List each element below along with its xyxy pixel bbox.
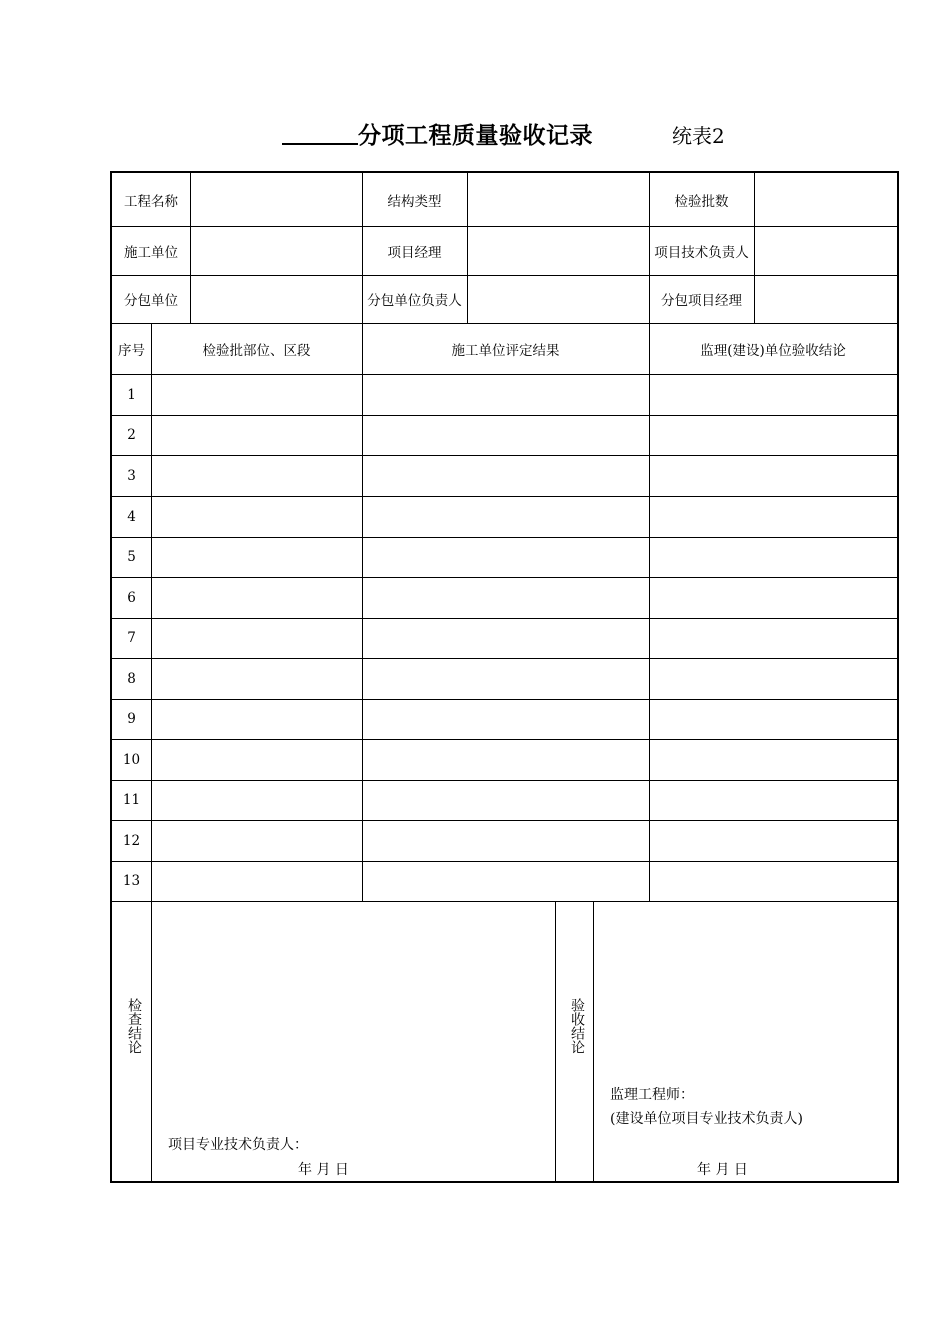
column-header-2: 检验批部位、区段 xyxy=(202,342,311,359)
info-value-r1-c2[interactable] xyxy=(467,173,649,226)
info-label-r3-c3: 分包项目经理 xyxy=(661,293,742,309)
row-supervisor-conclusion-cell[interactable] xyxy=(649,618,897,658)
check-conclusion-label xyxy=(121,998,141,1063)
row-contractor-result-cell[interactable] xyxy=(362,374,649,415)
row-number: 12 xyxy=(122,832,141,849)
col-line-result xyxy=(649,323,650,901)
info-value-r3-c2[interactable] xyxy=(467,275,649,323)
row-location-cell[interactable] xyxy=(151,618,362,658)
row-location-cell[interactable] xyxy=(151,861,362,901)
row-supervisor-conclusion-cell[interactable] xyxy=(649,699,897,739)
row-location-cell[interactable] xyxy=(151,455,362,496)
row-contractor-result-cell[interactable] xyxy=(362,658,649,699)
column-header-4: 监理(建设)单位验收结论 xyxy=(700,342,846,359)
row-number: 6 xyxy=(127,589,136,606)
row-number: 9 xyxy=(127,711,136,727)
row-supervisor-conclusion-cell[interactable] xyxy=(649,415,897,455)
row-contractor-result-cell[interactable] xyxy=(362,739,649,780)
column-header-1: 序号 xyxy=(118,342,145,359)
row-supervisor-conclusion-cell[interactable] xyxy=(649,658,897,699)
check-conclusion-text[interactable] xyxy=(151,901,555,1130)
row-number: 1 xyxy=(127,386,136,403)
conclusion-divider xyxy=(555,901,556,1182)
row-contractor-result-cell[interactable] xyxy=(362,577,649,618)
info-label-r2-c3: 项目技术负责人 xyxy=(654,244,749,261)
row-contractor-result-cell[interactable] xyxy=(362,455,649,496)
info-label-r1-c1: 工程名称 xyxy=(124,193,178,210)
row-location-cell[interactable] xyxy=(151,739,362,780)
row-number: 11 xyxy=(122,792,141,808)
col-line-location xyxy=(362,323,363,901)
row-location-cell[interactable] xyxy=(151,780,362,820)
accept-signer-label-2: (建设单位项目专业技术负责人) xyxy=(610,1111,803,1127)
inspection-record-form xyxy=(110,171,899,1183)
row-contractor-result-cell[interactable] xyxy=(362,415,649,455)
row-supervisor-conclusion-cell[interactable] xyxy=(649,374,897,415)
row-supervisor-conclusion-cell[interactable] xyxy=(649,496,897,537)
info-value-r2-c1[interactable] xyxy=(190,226,362,275)
row-number: 8 xyxy=(127,670,136,687)
row-contractor-result-cell[interactable] xyxy=(362,861,649,901)
row-location-cell[interactable] xyxy=(151,496,362,537)
check-date: 年 月 日 xyxy=(298,1162,349,1178)
row-number: 3 xyxy=(127,467,136,484)
info-value-r2-c3[interactable] xyxy=(754,226,897,275)
info-label-r3-c2: 分包单位负责人 xyxy=(367,293,462,309)
info-value-r2-c2[interactable] xyxy=(467,226,649,275)
row-number: 4 xyxy=(127,508,136,525)
check-signer-label: 项目专业技术负责人： xyxy=(168,1137,308,1153)
column-header-3: 施工单位评定结果 xyxy=(451,342,560,359)
accept-date: 年 月 日 xyxy=(697,1162,748,1178)
info-value-r1-c3[interactable] xyxy=(754,173,897,226)
row-number: 5 xyxy=(127,549,136,565)
info-value-r3-c3[interactable] xyxy=(754,275,897,323)
row-location-cell[interactable] xyxy=(151,820,362,861)
page-title: 分项工程质量验收记录 xyxy=(358,123,593,149)
row-supervisor-conclusion-cell[interactable] xyxy=(649,739,897,780)
row-location-cell[interactable] xyxy=(151,577,362,618)
table-number: 统表2 xyxy=(672,124,725,148)
accept-conclusion-text[interactable] xyxy=(593,901,897,1080)
info-label-r1-c3: 检验批数 xyxy=(674,193,729,210)
row-supervisor-conclusion-cell[interactable] xyxy=(649,861,897,901)
accept-signer-label: 监理工程师： xyxy=(610,1087,694,1103)
row-supervisor-conclusion-cell[interactable] xyxy=(649,577,897,618)
info-value-r1-c1[interactable] xyxy=(190,173,362,226)
accept-conclusion-label xyxy=(564,998,584,1063)
info-label-r2-c1: 施工单位 xyxy=(124,244,178,261)
row-supervisor-conclusion-cell[interactable] xyxy=(649,820,897,861)
row-number: 7 xyxy=(127,630,136,646)
row-number: 13 xyxy=(122,873,141,889)
row-location-cell[interactable] xyxy=(151,537,362,577)
row-contractor-result-cell[interactable] xyxy=(362,820,649,861)
row-contractor-result-cell[interactable] xyxy=(362,496,649,537)
row-contractor-result-cell[interactable] xyxy=(362,537,649,577)
check-conclusion-label-text: 检查结论 xyxy=(126,998,142,1054)
row-contractor-result-cell[interactable] xyxy=(362,618,649,658)
row-supervisor-conclusion-cell[interactable] xyxy=(649,537,897,577)
row-supervisor-conclusion-cell[interactable] xyxy=(649,455,897,496)
info-label-r1-c2: 结构类型 xyxy=(387,193,442,210)
row-number: 10 xyxy=(122,751,141,768)
row-supervisor-conclusion-cell[interactable] xyxy=(649,780,897,820)
row-number: 2 xyxy=(127,427,136,443)
form-title xyxy=(0,113,950,149)
accept-conclusion-label-text: 验收结论 xyxy=(569,998,585,1054)
row-location-cell[interactable] xyxy=(151,658,362,699)
info-label-r3-c1: 分包单位 xyxy=(124,293,178,309)
row-location-cell[interactable] xyxy=(151,415,362,455)
row-location-cell[interactable] xyxy=(151,374,362,415)
row-contractor-result-cell[interactable] xyxy=(362,780,649,820)
row-location-cell[interactable] xyxy=(151,699,362,739)
row-contractor-result-cell[interactable] xyxy=(362,699,649,739)
title-blank-line[interactable] xyxy=(282,143,358,145)
info-value-r3-c1[interactable] xyxy=(190,275,362,323)
info-label-r2-c2: 项目经理 xyxy=(387,244,442,261)
